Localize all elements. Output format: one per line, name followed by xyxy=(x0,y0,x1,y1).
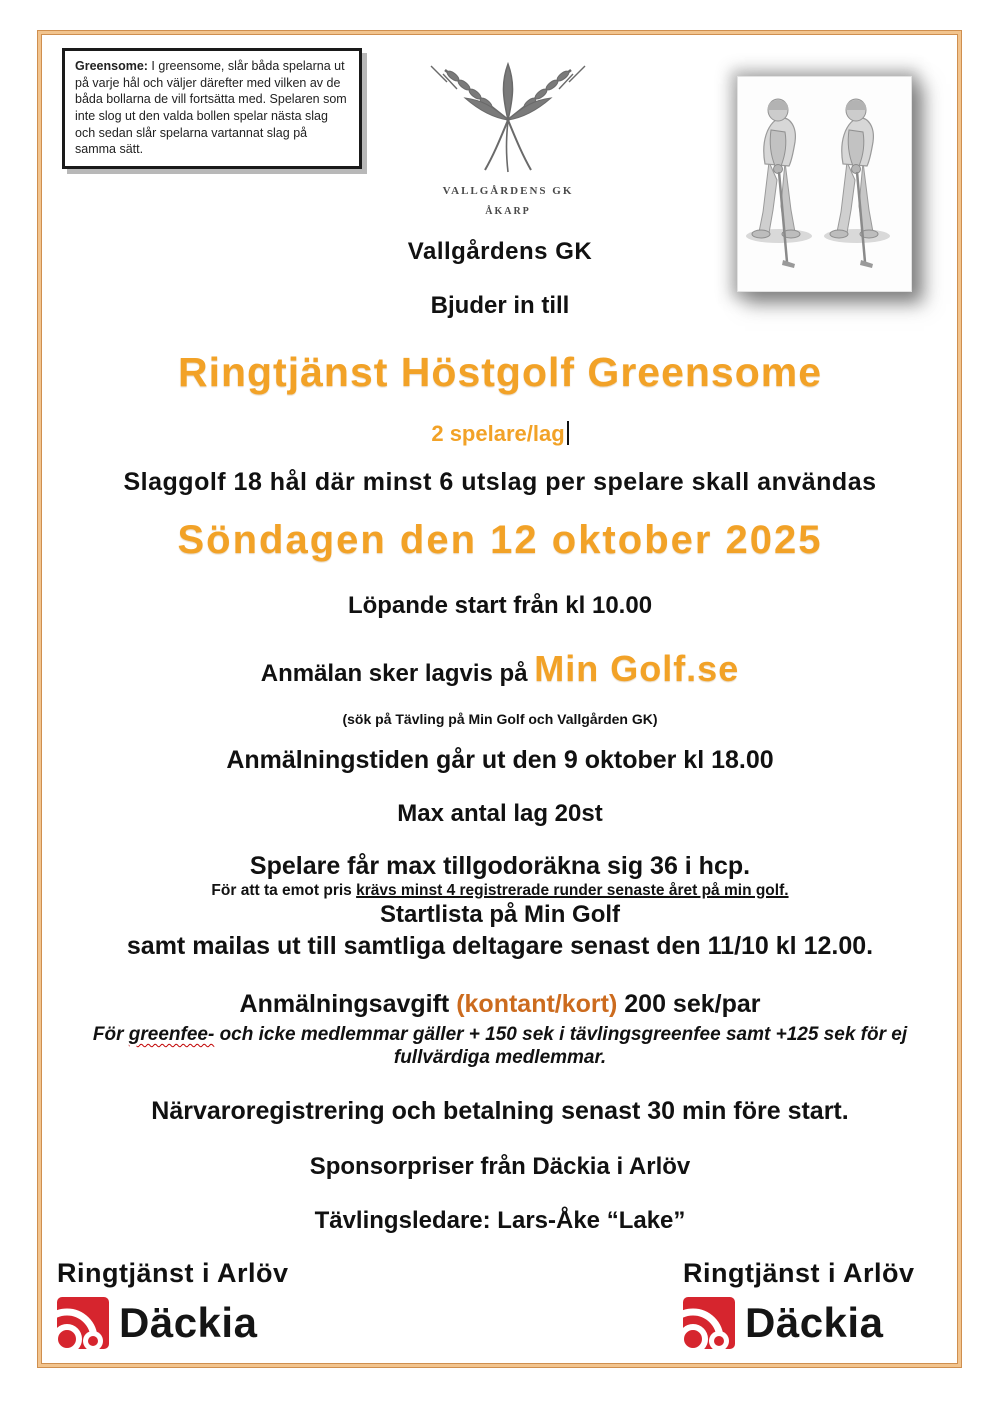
start-time-line: Löpande start från kl 10.00 xyxy=(347,592,653,619)
greensome-box-text: I greensome, slår båda spelarna ut på varje hål och väljer därefter med vilken av de båda bollarna de vill fortsätta med. Spelaren som inte slog ut den valda bollen spelar nästa slag och sedan slår spelarna vartannat slag på samma sätt. xyxy=(75,59,347,157)
fee-line xyxy=(0,990,1000,1019)
fee-amount: 200 sek/par xyxy=(617,990,761,1018)
greenfee-note-line xyxy=(0,1023,1000,1069)
signup-hint-line: (sök på Tävling på Min Golf och Vallgården GK) xyxy=(342,711,658,727)
event-title: Ringtjänst Höstgolf Greensome xyxy=(177,349,823,395)
daeckia-icon xyxy=(57,1297,109,1349)
leader-line: Tävlingsledare: Lars-Åke “Lake” xyxy=(314,1207,686,1235)
club-logo xyxy=(398,58,618,217)
prize-requirement-line xyxy=(0,882,1000,900)
team-size-line xyxy=(0,421,1000,447)
prize-requirement-underlined: krävs minst 4 registrerade runder senaste året på min golf. xyxy=(356,882,789,899)
startlist-line1: Startlista på Min Golf xyxy=(379,901,621,928)
greensome-box-title: Greensome: xyxy=(75,59,148,73)
sponsor-company-name: Ringtjänst i Arlöv xyxy=(57,1258,289,1288)
mingolf-site-label: Min Golf.se xyxy=(534,648,740,689)
startlist-line2: samt mailas ut till samtliga deltagare senast den 11/10 kl 12.00. xyxy=(126,932,874,960)
sponsor-line: Sponsorpriser från Däckia i Arlöv xyxy=(309,1153,691,1181)
max-teams-line: Max antal lag 20st xyxy=(397,800,603,827)
invite-line: Bjuder in till xyxy=(430,292,570,319)
daeckia-wordmark: Däckia xyxy=(119,1299,258,1346)
sponsor-logo-left xyxy=(57,1258,387,1349)
format-line: Slaggolf 18 hål där minst 6 utslag per spelare skall användas xyxy=(123,468,877,496)
club-logo-city: ÅKARP xyxy=(485,206,531,217)
signup-line xyxy=(0,648,1000,690)
fee-payment-method: (kontant/kort) xyxy=(456,990,618,1018)
hcp-line: Spelare får max tillgodoräkna sig 36 i hcp. xyxy=(249,852,751,880)
sponsor-company-name: Ringtjänst i Arlöv xyxy=(683,1258,915,1288)
club-logo-name: VALLGÅRDENS GK xyxy=(442,185,574,197)
signup-prefix: Anmälan sker lagvis på xyxy=(260,660,535,687)
club-name-line: Vallgårdens GK xyxy=(407,238,593,265)
text-cursor xyxy=(567,421,569,445)
deadline-line: Anmälningstiden går ut den 9 oktober kl 18.00 xyxy=(226,746,774,774)
wheat-icon xyxy=(423,58,593,178)
sponsor-logo-right xyxy=(683,1258,1000,1349)
daeckia-icon xyxy=(683,1297,735,1349)
team-size-text: 2 spelare/lag xyxy=(431,421,565,446)
registration-line: Närvaroregistrering och betalning senast 30 min före start. xyxy=(151,1097,849,1126)
daeckia-wordmark: Däckia xyxy=(745,1299,884,1346)
event-date: Söndagen den 12 oktober 2025 xyxy=(177,518,823,562)
greenfee-spellcheck-word: greenfee- xyxy=(128,1024,215,1045)
fee-label: Anmälningsavgift xyxy=(239,990,457,1018)
greenfee-note-start: För xyxy=(92,1024,129,1045)
prize-prefix: För att ta emot pris xyxy=(211,882,357,899)
flyer-body xyxy=(0,238,1000,1235)
greensome-explanation-box xyxy=(62,48,362,169)
greenfee-note-rest: och icke medlemmar gäller + 150 sek i tävlingsgreenfee samt +125 sek för ej fullvärdiga medlemmar. xyxy=(214,1024,908,1069)
